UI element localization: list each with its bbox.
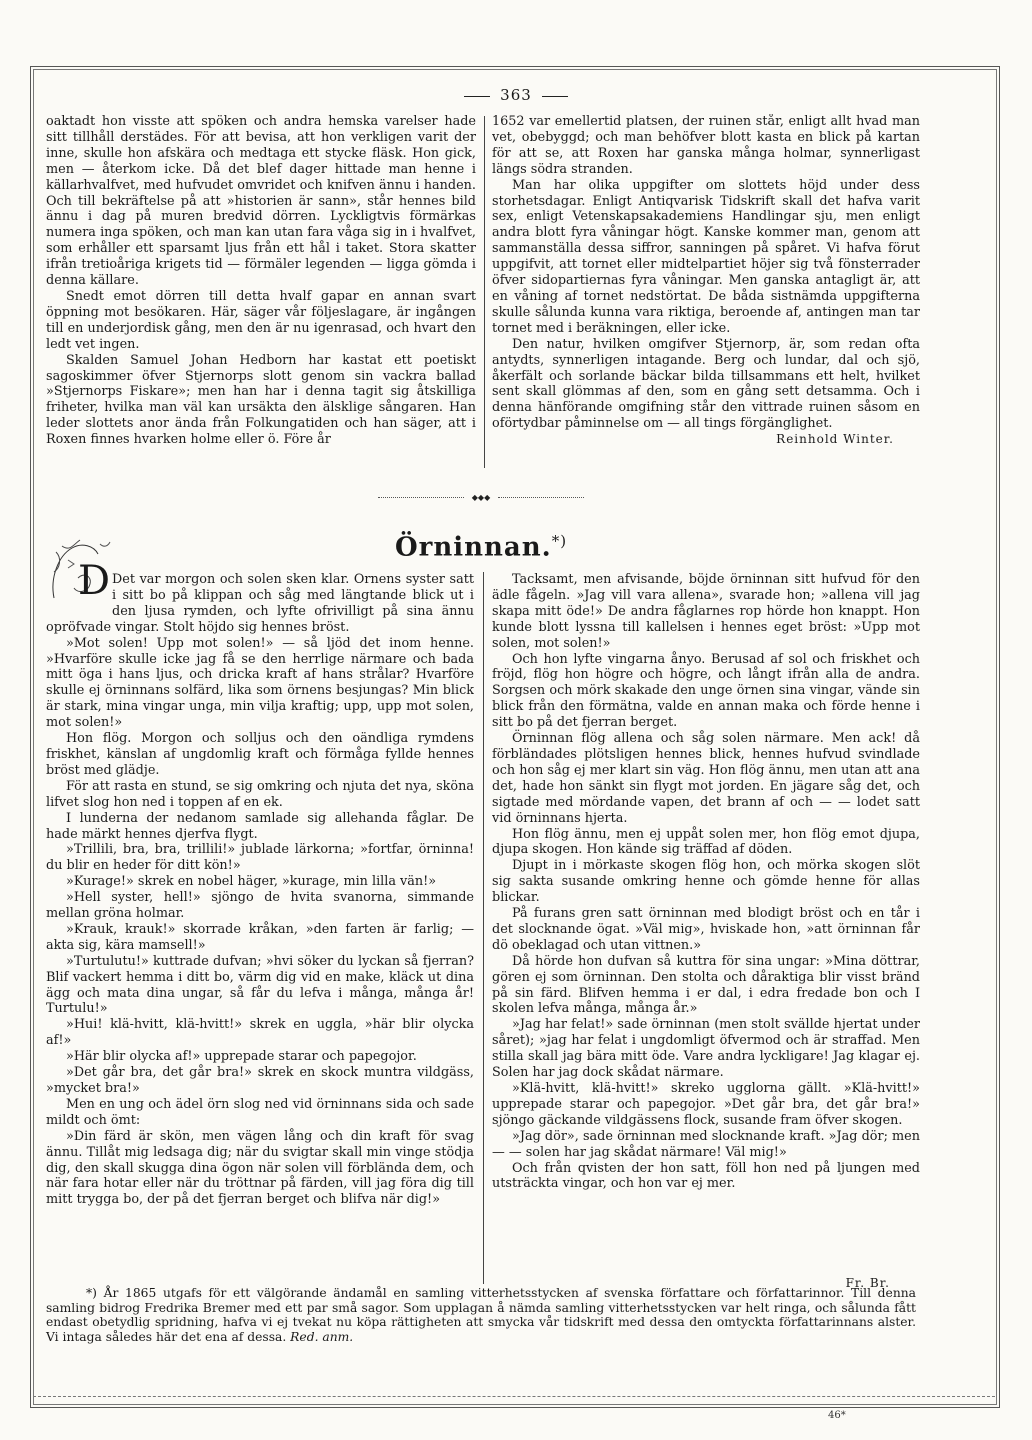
paragraph: »Jag dör», sade örninnan med slocknande kraft. »Jag dör; men — — solen har jag skådat närmare! Väl mig!» [492, 1128, 920, 1160]
top-left-column [46, 114, 476, 474]
paragraph: »Hui! klä-hvitt, klä-hvitt!» skrek en uggla, »här blir olycka af!» [46, 1017, 474, 1049]
paragraph: »Jag har felat!» sade örninnan (men stolt svällde hjertat under såret); »jag har felat i ungdomligt öfvermod och är straffad. Men stilla skall jag bära mitt öde. Vare andra lyckligare! Jag klagar ej. Solen har jag dock skådat närmare. [492, 1017, 920, 1081]
paragraph: Den natur, hvilken omgifver Stjernorp, är, som redan ofta antydts, synnerligen intagande. Berg och lundar, dal och sjö, åkerfält och sorlande bäckar bilda tillsammans ett helt, hvilket sent skall glömmas af den, som en gång sett detsamma. Och i denna hänförande omgifning står den vittrade ruinen såsom en oförtydbar påminnelse om — all tings förgänglighet. [492, 336, 920, 432]
top-right-column [492, 114, 920, 494]
page-number [426, 86, 606, 104]
paragraph: Hon flög ännu, men ej uppåt solen mer, hon flög emot djupa, djupa skogen. Hon kände sig träffad af döden. [492, 826, 920, 858]
paragraph: »Klä-hvitt, klä-hvitt!» skreko ugglorna gällt. »Klä-hvitt!» upprepade starar och papegojor. »Det går bra, det går bra!» sjöngo gäckande vildgässens flock, susande fram öfver skogen. [492, 1081, 920, 1128]
svg-text:D: D [78, 558, 111, 604]
paragraph: Hon flög. Morgon och solljus och den oändliga rymdens friskhet, känslan af ungdomlig kraft och förmåga fyllde hennes bröst med glädje. [46, 731, 474, 778]
paragraph: För att rasta en stund, se sig omkring och njuta det nya, sköna lifvet slog hon ned i toppen af en ek. [46, 778, 474, 810]
sheet-mark: 46* [828, 1410, 846, 1421]
paragraph: Örninnan flög allena och såg solen närmare. Men ack! då förbländades plötsligen hennes blick, hennes hufvud svindlade och hon såg ej mer klart sin väg. Hon flög ännu, men utan att ana det, hade hon sänkt sin flygt mot jorden. En jägare såg det, och sigtade med mördande vapen, det brann af och — — lodet satt vid örninnans hjerta. [492, 731, 920, 826]
paragraph: »Turtulutu!» kuttrade dufvan; »hvi söker du lyckan så fjerran? Blif vackert hemma i ditt bo, värm dig vid en make, kläck ut dina ägg och mata dina ungar, så får du lefva i många, många år! Turtulu!» [46, 953, 474, 1017]
title-footnote-mark: *) [551, 532, 568, 550]
section-ornament [378, 494, 584, 502]
article-title [395, 532, 655, 563]
paragraph: Och hon lyfte vingarna ånyo. Berusad af sol och friskhet och fröjd, flög hon högre och högre, och långt ifrån alla de andra. Sorgsen och mörk skakade den unge örnen sina vingar, vände sin blick från den förmätna, valde en annan maka och förde henne i sitt bo på det fjerran berget. [492, 651, 920, 731]
paragraph: På furans gren satt örninnan med blodigt bröst och en tår i det slocknande ögat. »Väl mig», hviskade hon, »att örninnan får dö obeklagad och utan vittnen.» [492, 906, 920, 953]
paragraph: I lunderna der nedanom samlade sig allehanda fåglar. De hade märkt hennes djerfva flygt. [46, 810, 474, 842]
column-divider [484, 116, 485, 468]
footnote-signature: Red. anm. [290, 1329, 354, 1344]
paragraph: Djupt in i mörkaste skogen flög hon, och mörka skogen slöt sig sakta susande omkring henne och gömde henne för allas blickar. [492, 858, 920, 906]
author-signature: Reinhold Winter. [776, 432, 894, 447]
paragraph: »Trillili, bra, bra, trillili!» jublade lärkorna; »fortfar, örninna! du blir en heder för ditt kön!» [46, 842, 474, 874]
paragraph: Då hörde hon dufvan så kuttra för sina ungar: »Mina döttrar, gören ej som örninnan. Den stolta och dåraktiga blir visst bränd på sin färd. Blifven hemma i er dal, i edra fredade bon och I skolen lefva många, många år.» [492, 953, 920, 1017]
page-number-text: 363 [500, 86, 532, 104]
ornament-knot-icon: ◆◆◆ [471, 493, 491, 502]
paragraph: Man har olika uppgifter om slottets höjd under dess storhetsdagar. Enligt Antiqvarisk Tidskrift skall det hafva varit sex, enligt Vetenskapsakademiens Handlingar sju, men enligt andra blott fyra våningar högt. Kanske kommer man, genom att sammanställa dessa siffror, sanningen på spåret. Vi hafva förut uppgifvit, att tornet eller midtelpartiet höjer sig två fönsterrader öfver sidopartiernas fyra våningar. Men ganska antagligt är, att en våning af tornet nedstörtat. De båda sistnämda uppgifterna skulle sålunda kunna vara riktiga, beroende af, antingen man tar tornet med i beräkningen, eller icke. [492, 177, 920, 336]
footnote-text: *) År 1865 utgafs för ett välgörande ändamål en samling vitterhetsstycken af svenska författare och författarinnor. Till denna samling bidrog Fredrika Bremer med ett par små sagor. Som upplagan å nämda samling vitterhetsstycken var helt ringa, och sålunda fått endast obetydlig spridning, hafva vi ej tvekat nu köpa rättigheten att smycka vår tidskrift med dessa den omtyckta författarinnans alster. Vi intaga således här det ena af dessa. [46, 1286, 916, 1344]
article-byline: Fr. Br. [845, 1276, 890, 1290]
editor-footnote [46, 1286, 916, 1344]
column-divider [483, 572, 484, 1284]
article-title-text: Örninnan. [395, 532, 552, 563]
paragraph: »Här blir olycka af!» upprepade starar och papegojor. [66, 1049, 417, 1065]
paragraph: oaktadt hon visste att spöken och andra hemska varelser hade sitt tillhåll derstädes. För att bevisa, att hon verkligen varit der inne, skulle hon afskära och medtaga ett stycke fläsk. Hon gick, men — återkom icke. Då det blef dager hittade man henne i källarhvalfvet, med hufvudet omvridet och knifven ännu i handen. Och till bekräftelse på att »historien är sann», står hennes bild ännu i dag på muren bredvid dörren. Lyckligtvis förmärkas numera inga spöken, och man kan utan fara våga sig in i hvalfvet, som erhåller ett sparsamt ljus från ett hål i taket. Stora skatter ifrån tretioåriga krigets tid — förmäler legenden — ligga gömda i denna källare. [46, 114, 476, 289]
paragraph: 1652 var emellertid platsen, der ruinen står, enligt allt hvad man vet, obebyggd; och man behöfver blott kasta en blick på kartan för att se, att Roxen har ganska många holmar, synnerligast längs södra stranden. [492, 114, 920, 177]
paragraph: »Hell syster, hell!» sjöngo de hvita svanorna, simmande mellan gröna holmar. [46, 890, 474, 922]
paragraph: »Krauk, krauk!» skorrade kråkan, »den farten är farlig; — akta sig, kära mamsell!» [46, 921, 474, 953]
paragraph: Det var morgon och solen sken klar. Örnens syster satt i sitt bo på klippan och såg med längtande blick ut i den ljusa rymden, och lyfte ofrivilligt på sina ännu opröfvade vingar. Stolt höjdo sig hennes bröst. [46, 572, 474, 635]
paragraph: »Kurage!» skrek en nobel häger, »kurage, min lilla vän!» [66, 874, 437, 890]
paragraph: Men en ung och ädel örn slog ned vid örninnans sida och sade mildt och ömt: [46, 1096, 474, 1128]
paragraph: »Det går bra, det går bra!» skrek en skock muntra vildgäss, »mycket bra!» [46, 1065, 474, 1096]
bottom-rule [33, 1396, 995, 1397]
article-left-column [46, 572, 474, 1302]
paragraph: Snedt emot dörren till detta hvalf gapar en annan svart öppning mot besökaren. Här, säger vår följeslagare, är ingången till en underjordisk gång, men den är nu igenrasad, och hvart den ledt vet ingen. [46, 288, 476, 352]
paragraph: Skalden Samuel Johan Hedborn har kastat ett poetiskt sagoskimmer öfver Stjernorps slott genom sin vackra ballad »Stjernorps Fiskare»; men han har i denna tagit sig åtskilliga friheter, hvilka man väl kan ursäkta den älsklige sångaren. Han leder slottets anor ända från Folkungatiden och han säger, att i Roxen finnes hvarken holme eller ö. Före år [46, 352, 476, 448]
paragraph: »Din färd är skön, men vägen lång och din kraft för svag ännu. Tillåt mig ledsaga dig; när du svigtar skall min vinge stödja dig, den skall skugga dina ögon när solen vill förblända dem, och när fara hotar eller när du tröttnar på färden, vill jag föra dig till mitt trygga bo, der på det fjerran berget och blifva när dig!» [46, 1128, 474, 1208]
paragraph: Och från qvisten der hon satt, föll hon ned på ljungen med utsträckta vingar, och hon var ej mer. [492, 1160, 920, 1192]
paragraph: Tacksamt, men afvisande, böjde örninnan sitt hufvud för den ädle fågeln. »Jag vill vara allena», svarade hon; »allena vill jag skapa mitt öde!» De andra fåglarnes rop hörde hon knappt. Hon kunde blott lyssna till kallelsen i hennes eget bröst: »Upp mot solen, mot solen!» [492, 572, 920, 651]
article-right-column [492, 572, 920, 1284]
paragraph: »Mot solen! Upp mot solen!» — så ljöd det inom henne. »Hvarföre skulle icke jag få se den herrlige närmare och bada mitt öga i hans ljus, och dricka kraft af hans strålar? Hvarföre skulle ej örninnans solfärd, lika som örnens besjungas? Min blick är stark, mina vingar unga, min vilja kraftig; upp, upp mot solen, mot solen!» [46, 635, 474, 731]
